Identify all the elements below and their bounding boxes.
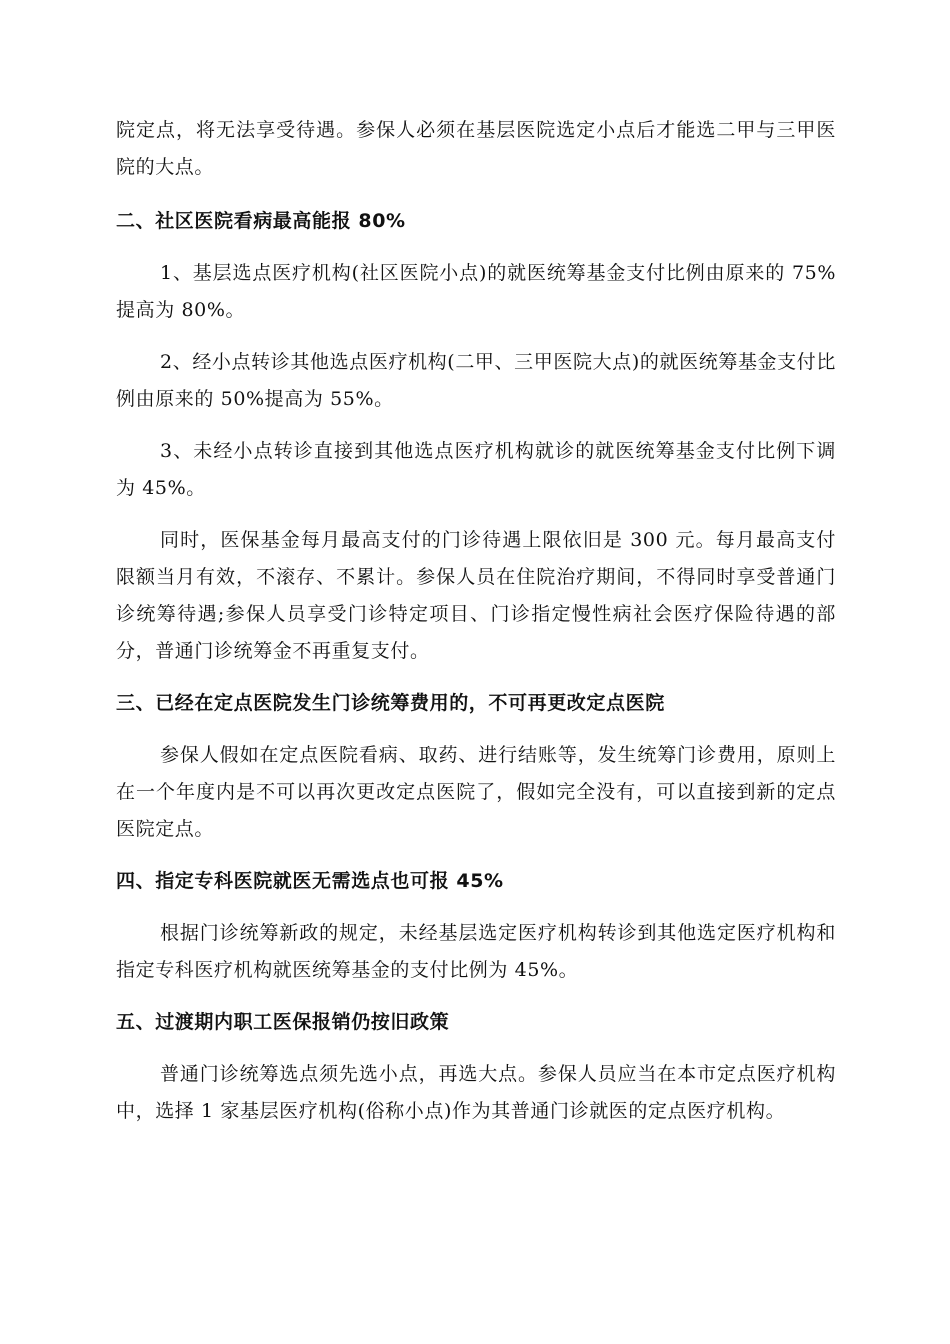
paragraph: 2、经小点转诊其他选点医疗机构(二甲、三甲医院大点)的就医统筹基金支付比例由原来的 50%提高为 55%。	[116, 351, 836, 410]
paragraph: 参保人假如在定点医院看病、取药、进行结账等，发生统筹门诊费用，原则上在一个年度内是不可以再次更改定点医院了，假如完全没有，可以直接到新的定点医院定点。	[116, 744, 836, 840]
document-body	[116, 112, 836, 1130]
paragraph: 根据门诊统筹新政的规定，未经基层选定医疗机构转诊到其他选定医疗机构和指定专科医疗机构就医统筹基金的支付比例为 45%。	[116, 922, 836, 981]
section-heading-4: 四、指定专科医院就医无需选点也可报 45%	[116, 870, 504, 892]
paragraph: 1、基层选点医疗机构(社区医院小点)的就医统筹基金支付比例由原来的 75%提高为 80%。	[116, 262, 836, 321]
paragraph: 普通门诊统筹选点须先选小点，再选大点。参保人员应当在本市定点医疗机构中，选择 1 家基层医疗机构(俗称小点)作为其普通门诊就医的定点医疗机构。	[116, 1063, 836, 1122]
section-heading-2: 二、社区医院看病最高能报 80%	[116, 210, 406, 232]
section-heading-3: 三、已经在定点医院发生门诊统筹费用的，不可再更改定点医院	[116, 692, 665, 714]
section-heading-5: 五、过渡期内职工医保报销仍按旧政策	[116, 1011, 450, 1033]
intro-paragraph: 院定点，将无法享受待遇。参保人必须在基层医院选定小点后才能选二甲与三甲医院的大点。	[116, 119, 836, 178]
paragraph: 同时，医保基金每月最高支付的门诊待遇上限依旧是 300 元。每月最高支付限额当月有效，不滚存、不累计。参保人员在住院治疗期间，不得同时享受普通门诊统筹待遇;参保人员享受门诊特定项目、门诊指定慢性病社会医疗保险待遇的部分，普通门诊统筹金不再重复支付。	[116, 529, 836, 662]
paragraph: 3、未经小点转诊直接到其他选点医疗机构就诊的就医统筹基金支付比例下调为 45%。	[116, 440, 836, 499]
